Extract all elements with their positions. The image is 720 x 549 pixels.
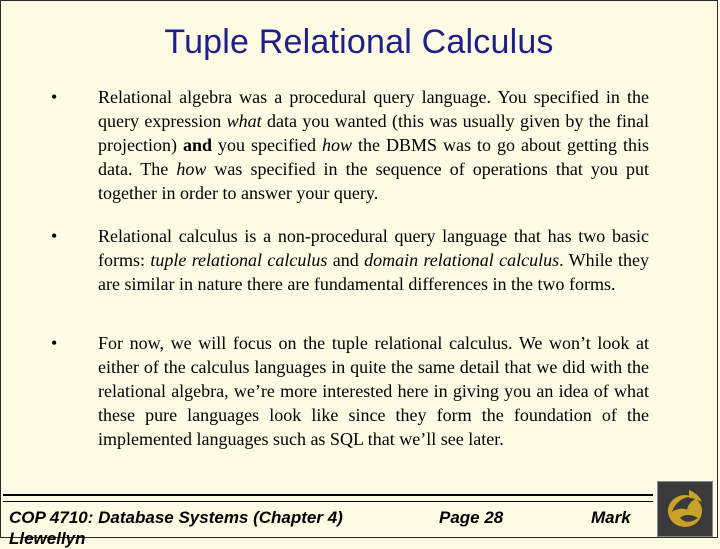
bullet-text-segment: and xyxy=(327,250,365,270)
university-logo-icon xyxy=(657,481,713,537)
bullet-text-segment: domain relational calculus xyxy=(364,250,560,270)
bullet-text xyxy=(98,85,649,205)
bullet-icon: • xyxy=(51,87,58,107)
slide-title: Tuple Relational Calculus xyxy=(164,23,554,61)
bullet-text-segment: Relational algebra was a procedural query language. You specified in the query expression xyxy=(98,87,649,131)
footer-page-number: Page 28 xyxy=(439,508,504,527)
footer-author-continued: Llewellyn xyxy=(9,529,86,548)
bullet-text-segment: was specified in the sequence of operations that you put together in order to answer your query. xyxy=(98,159,650,203)
bullet-icon: • xyxy=(51,226,58,246)
bullet-text-segment: Relational calculus is a non-procedural query language that has two basic forms: xyxy=(98,226,649,270)
footer-course: COP 4710: Database Systems (Chapter 4) xyxy=(9,508,343,527)
bullet-icon: • xyxy=(51,333,58,353)
bullet-text-segment: you specified xyxy=(212,135,322,155)
footer-divider xyxy=(3,494,653,496)
bullet-text xyxy=(98,224,649,296)
bullet-text-segment: tuple relational calculus xyxy=(150,250,328,270)
bullet-text-segment: data you wanted (this was usually given by the final projection) xyxy=(98,111,649,155)
bullet-text-segment: how xyxy=(321,135,352,155)
bullet-text-segment: the DBMS was to go about getting this data. The xyxy=(98,135,649,179)
bullet-text-segment: how xyxy=(176,159,207,179)
footer-author: Mark xyxy=(591,508,631,527)
bullet-text-segment: For now, we will focus on the tuple relational calculus. We won’t look at either of the calculus languages in quite the same detail that we did with the relational algebra, we’re more interested here in giving you an idea of what these pure languages look like since they form the foundation of the implemented languages such as SQL that we’ll see later. xyxy=(98,333,649,449)
bullet-text-segment: . While they are similar in nature there are fundamental differences in the two forms. xyxy=(98,250,649,294)
pegasus-icon xyxy=(658,482,712,536)
bullet-text xyxy=(98,331,649,451)
footer-divider xyxy=(3,501,653,502)
bullet-text-segment: what xyxy=(226,111,262,131)
bullet-text-segment: and xyxy=(182,135,213,155)
